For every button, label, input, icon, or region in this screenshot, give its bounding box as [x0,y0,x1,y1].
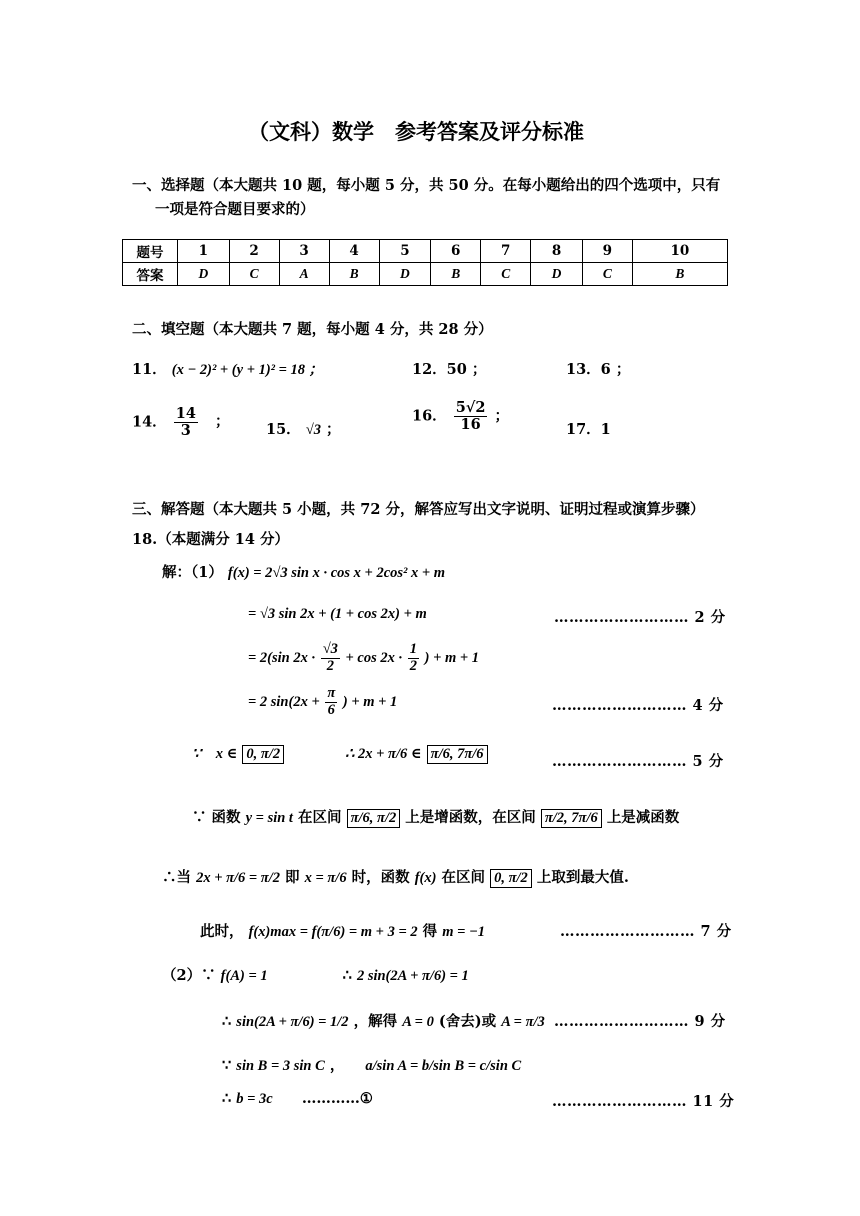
solution-line-2: = √3 sin 2x + (1 + cos 2x) + m [248,606,427,622]
table-cell: B [431,263,481,286]
table-cell: 4 [329,240,379,263]
score-2: ……………………… 2 分 [554,609,726,626]
section3-heading: 三、解答题（本大题共 5 小题，共 72 分，解答应写出文字说明、证明过程或演算步骤） [132,501,705,518]
question18-heading: 18.（本题满分 14 分） [132,531,290,548]
table-cell: D [379,263,431,286]
table-cell: A [279,263,329,286]
solution-line-3: = 2(sin 2x · $\frac{√3}{2}$ + cos 2x · $\frac{1}{2}$ ) + m + 1 [248,641,480,674]
fraction: $\frac{5√2}{16}$ [455,399,486,433]
section1-heading-line2: 一项是符合题目要求的） [155,201,315,218]
table-row-answers [123,263,728,286]
table-cell: C [229,263,279,286]
table-cell: 1 [178,240,230,263]
answer-17: 17．1 [566,421,611,438]
answer-12: 12．50 ； [412,361,487,378]
answer-separator: ； [215,413,230,431]
solution-line-10: ∴ sin(2A + π/6) = 1/2 ，解得 A = 0 (舍去)或 A = π/3 [222,1013,545,1030]
answer-value: √3 [305,422,321,438]
table-header-question: 题号 [123,240,178,263]
table-cell: 2 [229,240,279,263]
table-cell: D [178,263,230,286]
answer-14 [132,406,230,439]
score-11: ……………………… 11 分 [552,1093,735,1110]
table-cell: 6 [431,240,481,263]
section1-heading-line1: 一、选择题（本大题共 10 题，每小题 5 分，共 50 分。在每小题给出的四个选项中，只有 [132,177,721,194]
answer-11 [132,358,323,379]
solution-line-4: = 2 sin(2x + $\frac{\pi}{6}$ ) + m + 1 [248,685,398,718]
table-cell: B [632,263,727,286]
answer-label: 15． [266,421,301,438]
table-cell: 9 [582,240,632,263]
solution-line-12: ∴ b = 3c …………① [222,1090,373,1107]
fraction: $\frac{14}{3}$ [175,405,196,439]
solution-line-9: （2）∵ f(A) = 1 ∴ 2 sin(2A + π/6) = 1 [162,967,469,984]
score-7: ……………………… 7 分 [560,923,732,940]
table-cell: 5 [379,240,431,263]
table-cell: 10 [632,240,727,263]
table-cell: C [582,263,632,286]
solution-line-5: ∵ x ∈ 0, π/2 ∴ 2x + π/6 ∈ π/6, 7π/6 [192,742,488,764]
answer-table [122,239,728,286]
solution-line-11: ∵ sin B = 3 sin C ， a/sin A = b/sin B = c/sin C [222,1057,522,1074]
answer-15 [266,418,341,439]
solution-line-6: ∵ 函数 y = sin t 在区间 π/6, π/2 上是增函数，在区间 π/2, 7π/6 上是减函数 [192,809,680,826]
table-cell: 7 [481,240,531,263]
table-cell: C [481,263,531,286]
solution-line-1: 解：（1） f(x) = 2√3 sin x · cos x + 2cos² x + m [162,564,446,581]
answer-16 [412,400,509,433]
answer-label: 14． [132,413,167,431]
answer-separator: ； [326,421,341,438]
table-row-questions [123,240,728,263]
table-cell: D [531,263,583,286]
score-9: ……………………… 9 分 [554,1013,726,1030]
table-cell: 3 [279,240,329,263]
score-4: ……………………… 4 分 [552,697,724,714]
answer-separator: ； [494,407,510,425]
table-cell: B [329,263,379,286]
table-cell: 8 [531,240,583,263]
answer-label: 16． [412,407,447,425]
answer-label: 11． [132,361,167,378]
table-header-answer: 答案 [123,263,178,286]
answer-value: (x − 2)² + (y + 1)² = 18 ； [171,362,324,378]
score-5: ……………………… 5 分 [552,753,724,770]
solution-line-8: 此时， f(x)max = f(π/6) = m + 3 = 2 得 m = −1 [200,923,486,940]
solution-line-7: ∴当 2x + π/6 = π/2 即 x = π/6 时，函数 f(x) 在区间 0, π/2 上取到最大值. [162,869,629,886]
answer-13: 13．6 ； [566,361,631,378]
section2-heading: 二、填空题（本大题共 7 题，每小题 4 分，共 28 分） [132,321,493,338]
page-title: （文科）数学 参考答案及评分标准 [248,119,584,144]
